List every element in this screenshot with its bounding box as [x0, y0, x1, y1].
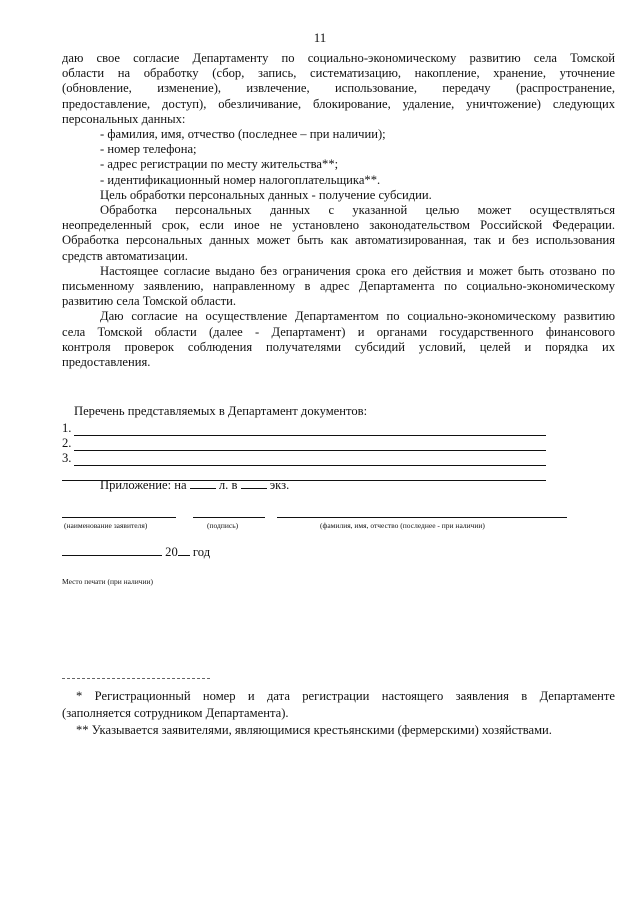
document-field[interactable]: [74, 453, 546, 466]
full-name-caption: (фамилия, имя, отчество (последнее - при наличии): [320, 521, 485, 530]
data-item: - фамилия, имя, отчество (последнее – при наличии);: [100, 127, 386, 142]
validity-line: развитию села Томской области.: [62, 294, 236, 309]
footnote-1-line: * Регистрационный номер и дата регистрации настоящего заявления в Департаменте: [76, 689, 615, 703]
attachment-prefix: Приложение: на: [100, 478, 187, 492]
validity-line: письменному заявлению, направленному в адрес Департамента по социально-экономическому: [62, 279, 615, 294]
footnote-1: [62, 688, 615, 722]
signature-caption: (подпись): [207, 521, 239, 530]
page-number: 11: [313, 30, 327, 45]
purpose-line: Цель обработки персональных данных - получение субсидии.: [100, 187, 432, 202]
control-line: предоставления.: [62, 355, 151, 370]
sheets-count-field[interactable]: [190, 478, 216, 489]
applicant-caption: (наименование заявителя): [64, 521, 148, 530]
document-row: [62, 451, 546, 466]
footnote-2: ** Указывается заявителями, являющимися крестьянскими (фермерскими) хозяйствами.: [76, 723, 552, 737]
seal-place: Место печати (при наличии): [62, 577, 154, 586]
processing-line: средств автоматизации.: [62, 248, 188, 263]
date-field[interactable]: [62, 545, 162, 556]
processing-line: Обработка персональных данных с указанной целью может осуществляться: [100, 203, 615, 218]
copies-count-field[interactable]: [241, 478, 267, 489]
processing-line: неопределенный срок, если иное не установлено законодательством Российской Федерации.: [62, 218, 615, 233]
applicant-name-field[interactable]: [62, 517, 176, 518]
control-line: села Томской области (далее - Департамент) и органами государственного финансового: [62, 324, 615, 339]
attachment-suffix: экз.: [269, 478, 290, 492]
year-field[interactable]: [178, 545, 190, 556]
full-name-field[interactable]: [277, 517, 567, 518]
consent-line: персональных данных:: [62, 111, 186, 126]
attachment-line: [100, 478, 289, 493]
validity-line: Настоящее согласие выдано без ограничения срока его действия и может быть отозвано по: [100, 263, 615, 278]
consent-line: (обновление, изменение), извлечение, использование, передачу (распространение,: [62, 81, 615, 96]
consent-line: области на обработку (сбор, запись, систематизацию, накопление, хранение, уточнение: [62, 66, 615, 81]
document-row: [62, 421, 546, 436]
consent-line: предоставление, доступ), обезличивание, блокирование, удаление, уничтожение) следующих: [62, 96, 615, 111]
attachment-mid: л. в: [218, 478, 238, 492]
control-line: контроля проверок соблюдения получателями субсидий условий, целей и порядка их: [62, 339, 615, 354]
document-row: [62, 436, 546, 451]
signature-field[interactable]: [193, 517, 265, 518]
document-number: 3.: [62, 451, 72, 465]
data-item: - номер телефона;: [100, 142, 197, 157]
data-item: - адрес регистрации по месту жительства**;: [100, 157, 339, 172]
control-line: Даю согласие на осуществление Департаментом по социально-экономическому развитию: [100, 309, 615, 324]
consent-line: даю свое согласие Департаменту по социально-экономическому развитию села Томской: [62, 51, 615, 65]
year-suffix: год: [192, 545, 211, 559]
document-number: 2.: [62, 436, 72, 450]
document-number: 1.: [62, 421, 72, 435]
processing-line: Обработка персональных данных может быть как автоматизированная, так и без использования: [62, 233, 615, 248]
documents-title: Перечень представляемых в Департамент документов:: [74, 404, 368, 418]
documents-list: [62, 404, 546, 481]
document-field[interactable]: [74, 438, 546, 451]
consent-body: [62, 51, 615, 370]
date-line: [62, 545, 210, 560]
footnote-separator: [62, 678, 210, 679]
year-prefix: 20: [165, 545, 178, 559]
footnote-1-line: (заполняется сотрудником Департамента).: [62, 706, 289, 720]
document-field[interactable]: [74, 423, 546, 436]
data-item: - идентификационный номер налогоплательщика**.: [100, 172, 381, 187]
